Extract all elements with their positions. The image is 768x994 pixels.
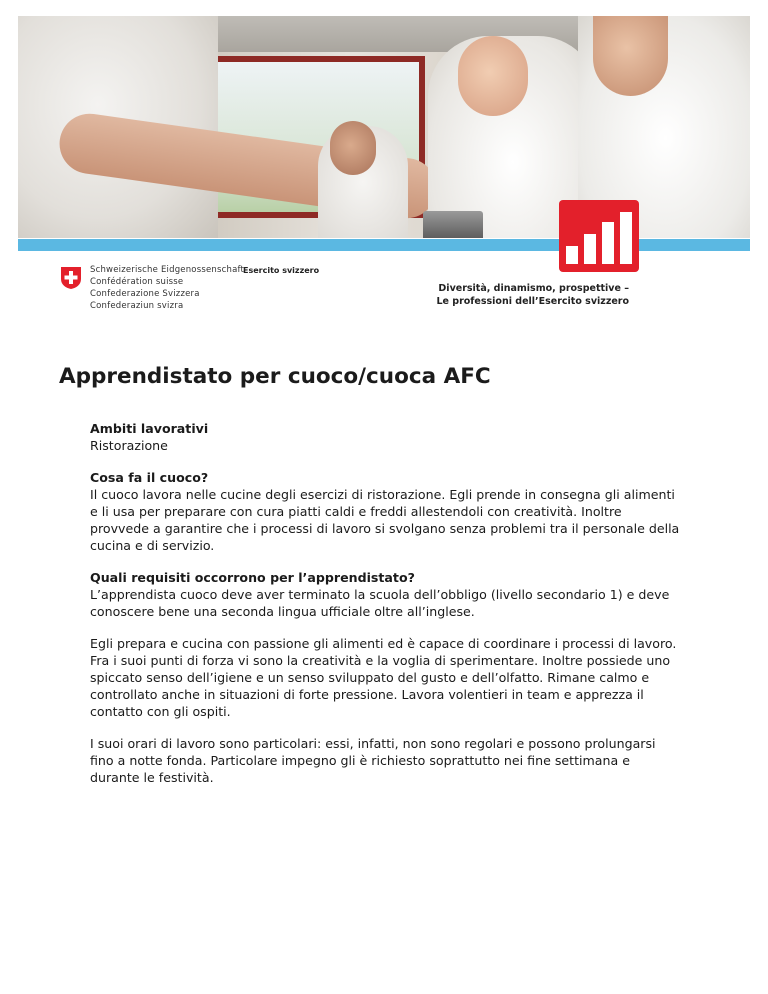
section-requirements (90, 569, 680, 620)
section-text: Il cuoco lavora nelle cucine degli esercizi di ristorazione. Egli prende in consegna gli alimenti e li usa per preparare con cura piatti caldi e freddi allestendoli con creatività. Inoltre provvede a garantire che i processi di lavoro si svolgano senza problemi tra il personale della cucina e di servizio. (90, 487, 680, 553)
logo-bar (620, 212, 632, 264)
paragraph-text: Egli prepara e cucina con passione gli alimenti ed è capace di coordinare i processi di lavoro. Fra i suoi punti di forza vi sono la creatività e la voglia di sperimentare. Inoltre possiede uno spiccato senso dell’igiene e un senso sviluppato del gusto e dell’olfatto. Rimane calmo e controllato anche in situazioni di forte pressione. Lavora volentieri in team e apprezza il contatto con gli ospiti. (90, 636, 677, 719)
section-text: Ristorazione (90, 438, 168, 453)
cooking-pot (423, 211, 483, 238)
accent-bar (18, 239, 750, 251)
section-heading: Quali requisiti occorrono per l’apprendistato? (90, 570, 415, 585)
section-heading: Cosa fa il cuoco? (90, 470, 209, 485)
federal-name-rm: Confederaziun svizra (90, 301, 184, 311)
swiss-cross-icon (60, 266, 82, 290)
section-what-cook-does (90, 469, 680, 554)
chef-center-head (458, 36, 528, 116)
section-text: L’apprendista cuoco deve aver terminato la scuola dell’obbligo (livello secondario 1) e deve conoscere bene una seconda lingua ufficiale oltre all’inglese. (90, 587, 670, 619)
document-body (90, 420, 680, 801)
hero-photo-kitchen-chefs (18, 16, 750, 238)
page-title: Apprendistato per cuoco/cuoca AFC (59, 364, 491, 389)
chef-right-head (593, 16, 668, 96)
federal-names (90, 264, 244, 312)
section-heading: Ambiti lavorativi (90, 421, 209, 436)
logo-bar (602, 222, 614, 264)
paragraph-text: I suoi orari di lavoro sono particolari: essi, infatti, non sono regolari e possono prolungarsi fino a notte fonda. Particolare impegno gli è richiesto soprattutto nei fine settimana e durante le festività. (90, 736, 656, 785)
tagline-line-2: Le professioni dell’Esercito svizzero (436, 296, 629, 307)
department-name: Esercito svizzero (243, 266, 320, 275)
chef-background-head (330, 121, 376, 175)
bar-chart-logo-icon (559, 200, 639, 272)
federal-name-it: Confederazione Svizzera (90, 289, 200, 299)
tagline (436, 282, 629, 308)
logo-bar (566, 246, 578, 264)
federal-name-fr: Confédération suisse (90, 277, 184, 287)
paragraph (90, 735, 680, 786)
paragraph (90, 635, 680, 720)
tagline-line-1: Diversità, dinamismo, prospettive – (438, 283, 629, 294)
logo-bar (584, 234, 596, 264)
federal-name-de: Schweizerische Eidgenossenschaft (90, 265, 245, 275)
section-work-areas (90, 420, 680, 454)
